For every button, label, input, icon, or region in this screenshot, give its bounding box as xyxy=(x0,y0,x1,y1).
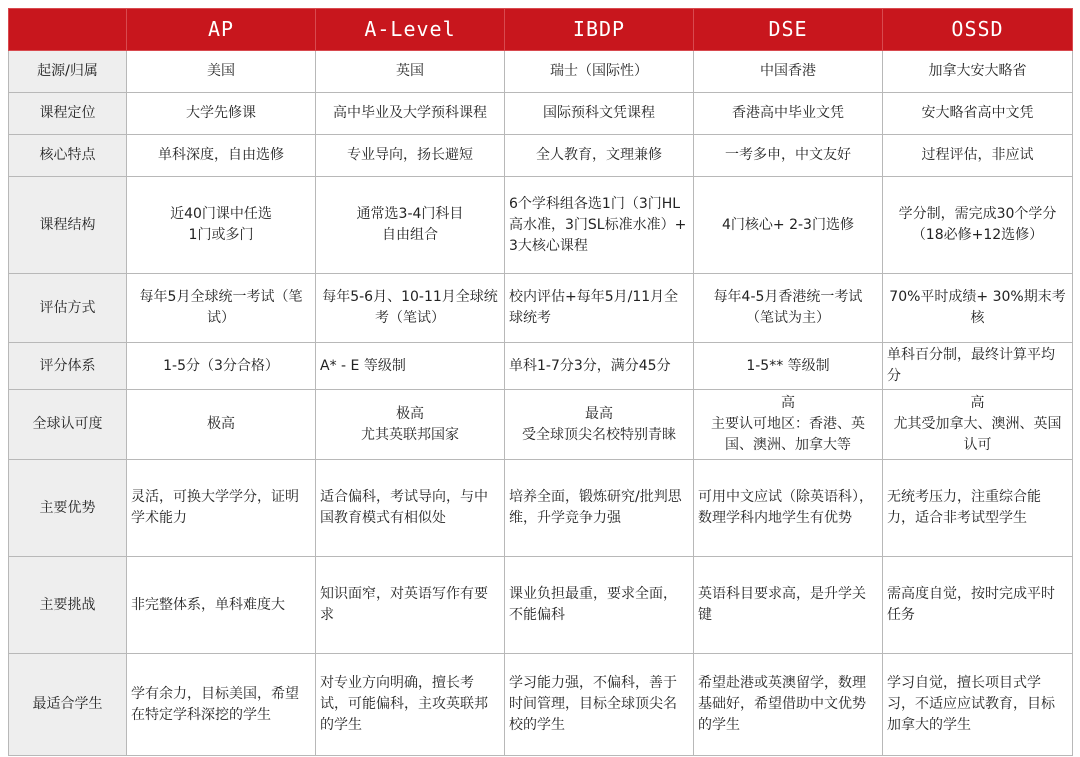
row-label: 评估方式 xyxy=(9,274,127,343)
table-cell: 每年4-5月香港统一考试 （笔试为主） xyxy=(694,274,883,343)
table-row xyxy=(9,51,1073,93)
row-label: 核心特点 xyxy=(9,135,127,177)
table-cell: 对专业方向明确，擅长考试，可能偏科，主攻英联邦的学生 xyxy=(316,654,505,756)
table-cell: 非完整体系，单科难度大 xyxy=(127,557,316,654)
table-cell: 课业负担最重，要求全面，不能偏科 xyxy=(505,557,694,654)
table-cell: 英国 xyxy=(316,51,505,93)
table-cell: 高 主要认可地区：香港、英国、澳洲、加拿大等 xyxy=(694,390,883,460)
row-label: 课程定位 xyxy=(9,93,127,135)
table-cell: 学习能力强，不偏科，善于时间管理，目标全球顶尖名校的学生 xyxy=(505,654,694,756)
table-cell: 4门核心+ 2-3门选修 xyxy=(694,177,883,274)
table-cell: 加拿大安大略省 xyxy=(883,51,1073,93)
table-cell: 高 尤其受加拿大、澳洲、英国认可 xyxy=(883,390,1073,460)
table-row xyxy=(9,557,1073,654)
table-cell: 英语科目要求高，是升学关键 xyxy=(694,557,883,654)
table-row xyxy=(9,390,1073,460)
row-label: 主要优势 xyxy=(9,460,127,557)
row-label: 全球认可度 xyxy=(9,390,127,460)
column-header-dse: DSE xyxy=(694,9,883,51)
row-label: 起源/归属 xyxy=(9,51,127,93)
table-row xyxy=(9,343,1073,390)
row-label: 评分体系 xyxy=(9,343,127,390)
table-cell: 瑞士（国际性） xyxy=(505,51,694,93)
table-cell: 培养全面，锻炼研究/批判思维，升学竞争力强 xyxy=(505,460,694,557)
header-row xyxy=(9,9,1073,51)
table-cell: 全人教育，文理兼修 xyxy=(505,135,694,177)
table-cell: 过程评估，非应试 xyxy=(883,135,1073,177)
header-corner-cell xyxy=(9,9,127,51)
table-row xyxy=(9,274,1073,343)
table-cell: 每年5月全球统一考试（笔试） xyxy=(127,274,316,343)
table-cell: 学习自觉，擅长项目式学习，不适应应试教育，目标加拿大的学生 xyxy=(883,654,1073,756)
table-cell: 知识面窄，对英语写作有要求 xyxy=(316,557,505,654)
table-cell: 校内评估+每年5月/11月全球统考 xyxy=(505,274,694,343)
table-cell: 每年5-6月、10-11月全球统考（笔试） xyxy=(316,274,505,343)
table-cell: 希望赴港或英澳留学，数理基础好，希望借助中文优势的学生 xyxy=(694,654,883,756)
column-header-ossd: OSSD xyxy=(883,9,1073,51)
table-row xyxy=(9,93,1073,135)
comparison-table-container xyxy=(8,8,1072,749)
row-label: 主要挑战 xyxy=(9,557,127,654)
table-cell: 学分制，需完成30个学分 （18必修+12选修） xyxy=(883,177,1073,274)
column-header-a-level: A-Level xyxy=(316,9,505,51)
table-cell: 中国香港 xyxy=(694,51,883,93)
table-cell: 近40门课中任选 1门或多门 xyxy=(127,177,316,274)
table-cell: 学有余力，目标美国，希望在特定学科深挖的学生 xyxy=(127,654,316,756)
table-cell: 专业导向，扬长避短 xyxy=(316,135,505,177)
table-cell: 可用中文应试（除英语科），数理学科内地学生有优势 xyxy=(694,460,883,557)
table-cell: 灵活，可换大学学分，证明学术能力 xyxy=(127,460,316,557)
curriculum-comparison-table xyxy=(8,8,1073,756)
table-cell: 1-5** 等级制 xyxy=(694,343,883,390)
table-cell: 70%平时成绩+ 30%期末考核 xyxy=(883,274,1073,343)
table-cell: 1-5分（3分合格） xyxy=(127,343,316,390)
table-cell: 高中毕业及大学预科课程 xyxy=(316,93,505,135)
table-cell: 无统考压力，注重综合能力，适合非考试型学生 xyxy=(883,460,1073,557)
table-row xyxy=(9,654,1073,756)
table-row xyxy=(9,177,1073,274)
table-cell: 单科1-7分3分，满分45分 xyxy=(505,343,694,390)
table-row xyxy=(9,135,1073,177)
column-header-ap: AP xyxy=(127,9,316,51)
table-cell: 单科百分制，最终计算平均分 xyxy=(883,343,1073,390)
table-cell: 安大略省高中文凭 xyxy=(883,93,1073,135)
row-label: 课程结构 xyxy=(9,177,127,274)
table-cell: 极高 尤其英联邦国家 xyxy=(316,390,505,460)
table-cell: 美国 xyxy=(127,51,316,93)
table-cell: 国际预科文凭课程 xyxy=(505,93,694,135)
table-cell: 香港高中毕业文凭 xyxy=(694,93,883,135)
table-cell: 适合偏科，考试导向，与中国教育模式有相似处 xyxy=(316,460,505,557)
table-cell: 极高 xyxy=(127,390,316,460)
table-cell: 需高度自觉，按时完成平时任务 xyxy=(883,557,1073,654)
table-cell: A* - E 等级制 xyxy=(316,343,505,390)
table-cell: 最高 受全球顶尖名校特别青睐 xyxy=(505,390,694,460)
table-cell: 单科深度，自由选修 xyxy=(127,135,316,177)
table-cell: 大学先修课 xyxy=(127,93,316,135)
table-cell: 一考多申，中文友好 xyxy=(694,135,883,177)
table-row xyxy=(9,460,1073,557)
column-header-ibdp: IBDP xyxy=(505,9,694,51)
table-cell: 通常选3-4门科目 自由组合 xyxy=(316,177,505,274)
table-cell: 6个学科组各选1门（3门HL高水准，3门SL标准水准）+ 3大核心课程 xyxy=(505,177,694,274)
row-label: 最适合学生 xyxy=(9,654,127,756)
